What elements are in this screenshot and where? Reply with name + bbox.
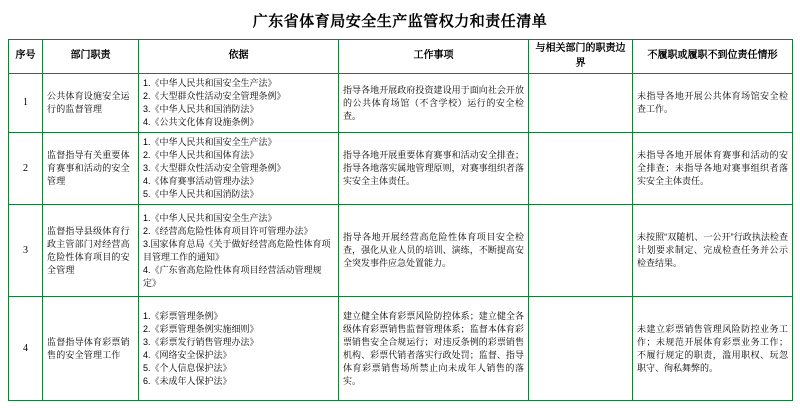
list-item: 3.《大型群众性活动安全管理条例》 (143, 163, 286, 174)
cell-liability: 未指导各地开展体育赛事和活动的安全排查；未指导各地对赛事组织者落实安全主体责任。 (633, 133, 793, 205)
list-item: 5.《个人信息保护法》 (143, 362, 232, 373)
cell-items: 指导各地开展重要体育赛事和活动安全排查；指导各地落实属地管理原则，对赛事组织者落实安全主体责任。 (339, 133, 529, 205)
column-header-items: 工作事项 (339, 40, 529, 74)
cell-items: 指导各地开展政府投资建设用于面向社会开放的公共体育场馆（不含学校）运行的安全检查。 (339, 74, 529, 133)
table-row (9, 133, 793, 205)
list-item: 2.《大型群众性活动安全管理条例》 (143, 91, 286, 102)
list-item: 5.《中华人民共和国消防法》 (143, 189, 259, 200)
cell-no: 2 (9, 133, 43, 205)
list-item: 2.《经营高危险性体育项目许可管理办法》 (143, 225, 313, 236)
list-item: 1.《彩票管理条例》 (143, 310, 223, 321)
cell-basis (139, 205, 339, 297)
list-item: 3.《中华人民共和国消防法》 (143, 104, 259, 115)
cell-basis (139, 74, 339, 133)
responsibility-list-table (8, 39, 793, 401)
cell-no: 4 (9, 297, 43, 401)
cell-duty: 监督指导体育彩票销售的安全管理工作 (43, 297, 139, 401)
list-item: 6.《未成年人保护法》 (143, 376, 232, 387)
cell-liability: 未建立彩票销售管理风险防控业务工作；未规范开展体育彩票业务工作；不履行规定的职责，滥用职权、玩忽职守、徇私舞弊的。 (633, 297, 793, 401)
cell-liability: 未指导各地开展公共体育场馆安全检查工作。 (633, 74, 793, 133)
basis-list (143, 212, 334, 290)
cell-duty: 监督指导县级体育行政主管部门对经营高危险性体育项目的安全管理 (43, 205, 139, 297)
column-header-boundary: 与相关部门的职责边界 (529, 40, 633, 74)
cell-basis (139, 133, 339, 205)
cell-basis (139, 297, 339, 401)
cell-items: 建立健全体育彩票风险防控体系；建立健全各级体育彩票销售监督管理体系；监督本体育彩票销售安全合规运行；对违反条例的彩票销售机构、彩票代销者落实行政处罚；监督、指导体育彩票销售场所禁止向未成年人销售的落实。 (339, 297, 529, 401)
list-item: 4.《公共文化体育设施条例》 (143, 117, 259, 128)
list-item: 4.《广东省高危险性体育项目经营活动管理规定》 (143, 264, 322, 289)
table-header (9, 40, 793, 74)
cell-boundary (529, 74, 633, 133)
page-title: 广东省体育局安全生产监管权力和责任清单 (252, 14, 548, 30)
cell-boundary (529, 297, 633, 401)
list-item: 2.《中华人民共和国体育法》 (143, 150, 259, 161)
cell-no: 1 (9, 74, 43, 133)
cell-boundary (529, 133, 633, 205)
cell-items: 指导各地开展经营高危险性体育项目安全检查，强化从业人员的培训、演练，不断提高安全突发事件应急处置能力。 (339, 205, 529, 297)
list-item: 1.《中华人民共和国安全生产法》 (143, 212, 277, 223)
list-item: 4.《体育赛事活动管理办法》 (143, 176, 259, 187)
table-row (9, 205, 793, 297)
cell-liability: 未按照“双随机、一公开”行政执法检查计划要求制定、完成检查任务并公示检查结果。 (633, 205, 793, 297)
list-item: 4.《网络安全保护法》 (143, 349, 232, 360)
list-item: 2.《彩票管理条例实施细则》 (143, 323, 259, 334)
column-header-duty: 部门职责 (43, 40, 139, 74)
list-item: 3.《彩票发行销售管理办法》 (143, 336, 259, 347)
list-item: 1.《中华人民共和国安全生产法》 (143, 137, 277, 148)
cell-duty: 监督指导有关重要体育赛事和活动的安全管理 (43, 133, 139, 205)
table-row (9, 297, 793, 401)
basis-list (143, 77, 334, 129)
list-item: 3.国家体育总局《关于做好经营高危险性体育项目管理工作的通知》 (143, 238, 331, 262)
list-item: 1.《中华人民共和国安全生产法》 (143, 78, 277, 88)
cell-no: 3 (9, 205, 43, 297)
basis-list (143, 136, 334, 201)
basis-list (143, 310, 334, 388)
cell-duty: 公共体育设施安全运行的监督管理 (43, 74, 139, 133)
table-row (9, 74, 793, 133)
column-header-basis: 依据 (139, 40, 339, 74)
cell-boundary (529, 205, 633, 297)
table-body (9, 74, 793, 401)
column-header-liability: 不履职或履职不到位责任情形 (633, 40, 793, 74)
table-header-row (9, 40, 793, 74)
column-header-no: 序号 (9, 40, 43, 74)
